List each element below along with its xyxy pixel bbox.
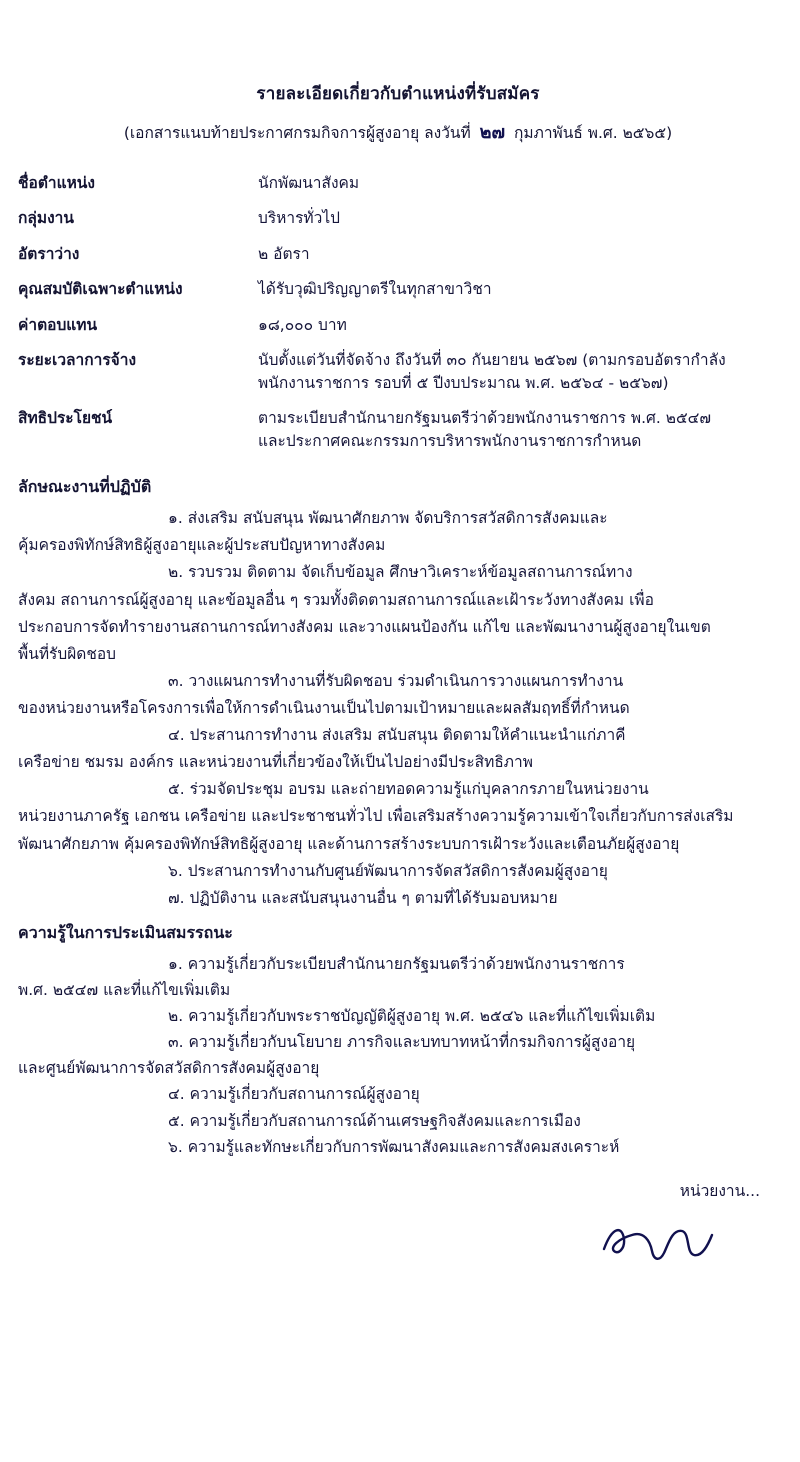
duty-item-4-line-2: เครือข่าย ชมรม องค์กร และหน่วยงานที่เกี่ยวข้องให้เป็นไปอย่างมีประสิทธิภาพ [18, 753, 533, 772]
table-row [18, 314, 778, 349]
table-row [18, 172, 778, 207]
field-value-continuation: พนักงานราชการ รอบที่ ๕ ปีงบประมาณ พ.ศ. ๒๕๖๔ - ๒๕๖๗) [258, 373, 669, 392]
field-value-text: นับตั้งแต่วันที่จัดจ้าง ถึงวันที่ ๓๐ กันยายน ๒๕๖๗ (ตามกรอบอัตรากำลัง [258, 351, 726, 370]
field-value-position-name [258, 172, 778, 207]
duty-item-1-line-2: คุ้มครองพิทักษ์สิทธิผู้สูงอายุและผู้ประสบปัญหาทางสังคม [18, 536, 386, 555]
knowledge-item-5: ๕. ความรู้เกี่ยวกับสถานการณ์ด้านเศรษฐกิจสังคมและการเมือง [168, 1111, 581, 1130]
knowledge-item-3-line-2: และศูนย์พัฒนาการจัดสวัสดิการสังคมผู้สูงอายุ [18, 1059, 320, 1078]
duty-item-5-line-2: หน่วยงานภาครัฐ เอกชน เครือข่าย และประชาชนทั่วไป เพื่อเสริมสร้างความรู้ความเข้าใจเกี่ยวกับการส่งเสริม [18, 807, 734, 826]
field-label-employment-period: ระยะเวลาการจ้าง [18, 351, 137, 370]
table-row [18, 349, 778, 407]
field-label-qualifications: คุณสมบัติเฉพาะตำแหน่ง [18, 280, 183, 299]
knowledge-item-6: ๖. ความรู้และทักษะเกี่ยวกับการพัฒนาสังคมและการสังคมสงเคราะห์ [168, 1137, 620, 1156]
field-label-benefits: สิทธิประโยชน์ [18, 409, 113, 428]
position-details-table [18, 172, 778, 465]
duty-item-2-line-4: พื้นที่รับผิดชอบ [18, 644, 117, 663]
knowledge-item-1-line-2: พ.ศ. ๒๕๔๗ และที่แก้ไขเพิ่มเติม [18, 980, 231, 999]
footer-note: หน่วยงาน... [679, 1181, 760, 1200]
field-value-text: ตามระเบียบสำนักนายกรัฐมนตรีว่าด้วยพนักงานราชการ พ.ศ. ๒๕๔๗ [258, 409, 712, 428]
duty-item-1-line-1: ๑. ส่งเสริม สนับสนุน พัฒนาศักยภาพ จัดบริการสวัสดิการสังคมและ [168, 509, 608, 528]
knowledge-item-2: ๒. ความรู้เกี่ยวกับพระราชบัญญัติผู้สูงอายุ พ.ศ. ๒๕๔๖ และที่แก้ไขเพิ่มเติม [168, 1007, 656, 1026]
knowledge-item-3-line-1: ๓. ความรู้เกี่ยวกับนโยบาย ภารกิจและบทบาทหน้าที่กรมกิจการผู้สูงอายุ [168, 1033, 636, 1052]
duty-item-5-line-3: พัฒนาศักยภาพ คุ้มครองพิทักษ์สิทธิผู้สูงอายุ และด้านการสร้างระบบการเฝ้าระวังและเตือนภัยผู้สูงอายุ [18, 834, 680, 853]
field-value-qualifications [258, 278, 778, 313]
duty-item-3-line-2: ของหน่วยงานหรือโครงการเพื่อให้การดำเนินงานเป็นไปตามเป้าหมายและผลสัมฤทธิ์ที่กำหนด [18, 698, 630, 717]
duty-item-5-line-1: ๕. ร่วมจัดประชุม อบรม และถ่ายทอดความรู้แก่บุคลากรภายในหน่วยงาน [168, 780, 649, 799]
document-subtitle [18, 117, 778, 146]
section-heading-duties: ลักษณะงานที่ปฏิบัติ [18, 477, 152, 497]
field-label-salary: ค่าตอบแทน [18, 315, 98, 334]
table-row [18, 207, 778, 242]
duty-item-2-line-2: สังคม สถานการณ์ผู้สูงอายุ และข้อมูลอื่น ๆ รวมทั้งติดตามสถานการณ์และเฝ้าระวังทางสังคม เพื่อ [18, 590, 654, 609]
field-value-vacancies [258, 243, 778, 278]
field-value-text: นักพัฒนาสังคม [258, 174, 360, 192]
duty-item-3-line-1: ๓. วางแผนการทำงานที่รับผิดชอบ ร่วมดำเนินการวางแผนการทำงาน [168, 671, 624, 690]
field-value-text: บริหารทั่วไป [258, 209, 340, 228]
field-value-salary [258, 314, 778, 349]
handwritten-date: ๒๗ [479, 122, 506, 143]
duty-item-2-line-3: ประกอบการจัดทำรายงานสถานการณ์ทางสังคม และวางแผนป้องกัน แก้ไข และพัฒนางานผู้สูงอายุในเขต [18, 617, 711, 636]
duty-item-2-line-1: ๒. รวบรวม ติดตาม จัดเก็บข้อมูล ศึกษาวิเคราะห์ข้อมูลสถานการณ์ทาง [168, 563, 633, 582]
field-value-benefits [258, 407, 778, 465]
knowledge-item-1-line-1: ๑. ความรู้เกี่ยวกับระเบียบสำนักนายกรัฐมนตรีว่าด้วยพนักงานราชการ [168, 954, 625, 973]
subtitle-prefix: (เอกสารแนบท้ายประกาศกรมกิจการผู้สูงอายุ ลงวันที่ [123, 124, 471, 142]
duty-item-6: ๖. ประสานการทำงานกับศูนย์พัฒนาการจัดสวัสดิการสังคมผู้สูงอายุ [168, 861, 608, 880]
page-title: รายละเอียดเกี่ยวกับตำแหน่งที่รับสมัคร [256, 84, 540, 104]
duties-list [18, 506, 778, 911]
field-value-continuation: และประกาศคณะกรรมการบริหารพนักงานราชการกำหนด [258, 431, 642, 450]
subtitle-suffix: กุมภาพันธ์ พ.ศ. ๒๕๖๕) [514, 124, 673, 142]
signature-area [18, 1209, 778, 1273]
field-label-vacancies: อัตราว่าง [18, 244, 80, 263]
duty-item-4-line-1: ๔. ประสานการทำงาน ส่งเสริม สนับสนุน ติดตามให้คำแนะนำแก่ภาคี [168, 726, 626, 745]
table-row [18, 407, 778, 465]
handwritten-signature-icon [598, 1209, 718, 1269]
section-heading-knowledge: ความรู้ในการประเมินสมรรถนะ [18, 922, 233, 942]
field-value-text: ได้รับวุฒิปริญญาตรีในทุกสาขาวิชา [258, 280, 492, 299]
field-label-work-group: กลุ่มงาน [18, 209, 74, 228]
table-row [18, 243, 778, 278]
knowledge-item-4: ๔. ความรู้เกี่ยวกับสถานการณ์ผู้สูงอายุ [168, 1085, 420, 1104]
knowledge-list [18, 952, 778, 1160]
field-label-position-name: ชื่อตำแหน่ง [18, 174, 95, 192]
field-value-text: ๒ อัตรา [258, 244, 310, 263]
field-value-work-group [258, 207, 778, 242]
field-value-text: ๑๘,๐๐๐ บาท [258, 315, 347, 334]
duty-item-7: ๗. ปฏิบัติงาน และสนับสนุนงานอื่น ๆ ตามที่ได้รับมอบหมาย [168, 888, 558, 907]
table-row [18, 278, 778, 313]
field-value-employment-period [258, 349, 778, 407]
